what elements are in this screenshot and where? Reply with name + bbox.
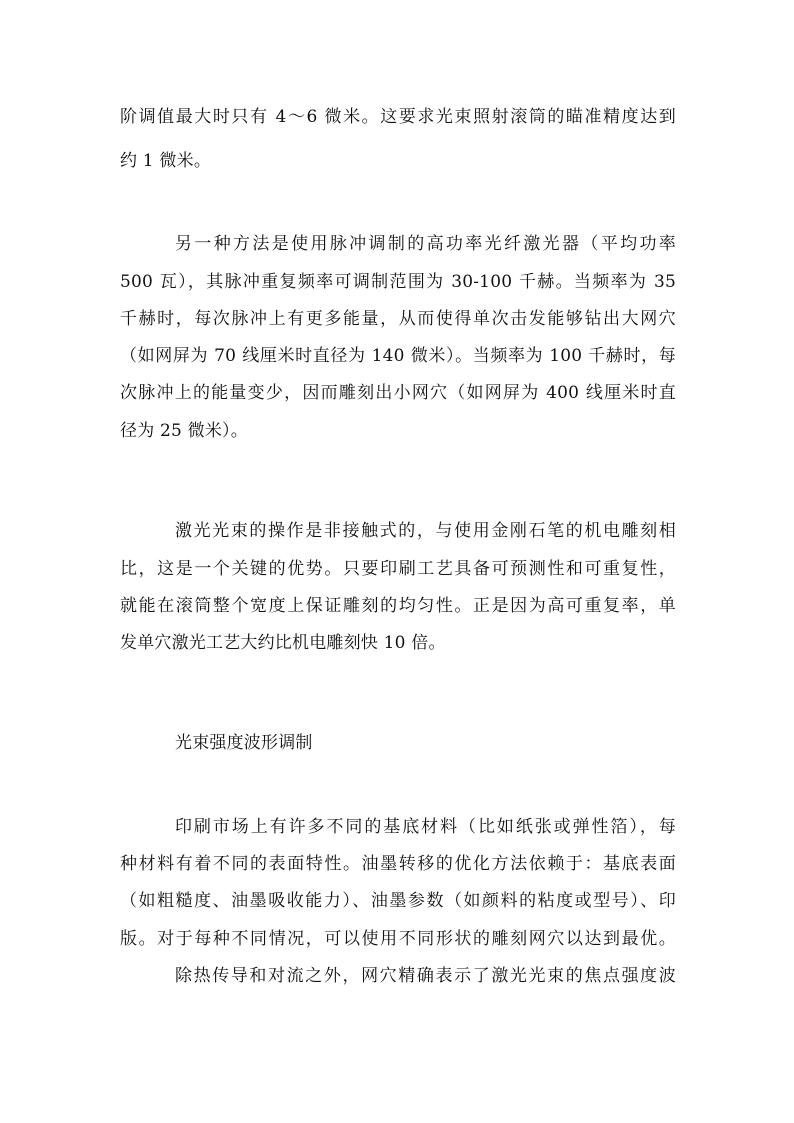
text-line: （如网屏为 70 线厘米时直径为 140 微米）。当频率为 100 千赫时，每 [120,346,676,366]
section-heading: 光束强度波形调制 [175,733,313,753]
text-line: 种材料有着不同的表面特性。油墨转移的优化方法依赖于：基底表面 [120,854,676,874]
text-line: 径为 25 微米）。 [120,421,248,441]
text-line: 500 瓦），其脉冲重复频率可调制范围为 30-100 千赫。当频率为 35 [120,272,676,292]
text-line: 版。对于每种不同情况，可以使用不同形状的雕刻网穴以达到最优。 [120,929,676,949]
text-line: 就能在滚筒整个宽度上保证雕刻的均匀性。正是因为高可重复率，单 [120,596,676,616]
paragraph-first-line: 另一种方法是使用脉冲调制的高功率光纤激光器（平均功率 [175,234,676,254]
text-line: 次脉冲上的能量变少，因而雕刻出小网穴（如网屏为 400 线厘米时直 [120,383,676,403]
paragraph-first-line: 印刷市场上有许多不同的基底材料（比如纸张或弹性箔），每 [175,817,676,837]
text-line: 比，这是一个关键的优势。只要印刷工艺具备可预测性和可重复性， [120,559,676,579]
paragraph-first-line: 激光光束的操作是非接触式的，与使用金刚石笔的机电雕刻相 [175,521,676,541]
text-line: 发单穴激光工艺大约比机电雕刻快 10 倍。 [120,633,446,653]
text-line: 阶调值最大时只有 4～6 微米。这要求光束照射滚筒的瞄准精度达到 [120,107,676,127]
text-line: 约 1 微米。 [120,151,212,171]
text-line: 千赫时，每次脉冲上有更多能量，从而使得单次击发能够钻出大网穴 [120,309,676,329]
text-line: （如粗糙度、油墨吸收能力）、油墨参数（如颜料的粘度或型号）、印 [120,891,676,911]
paragraph-first-line: 除热传导和对流之外，网穴精确表示了激光光束的焦点强度波 [175,966,676,986]
